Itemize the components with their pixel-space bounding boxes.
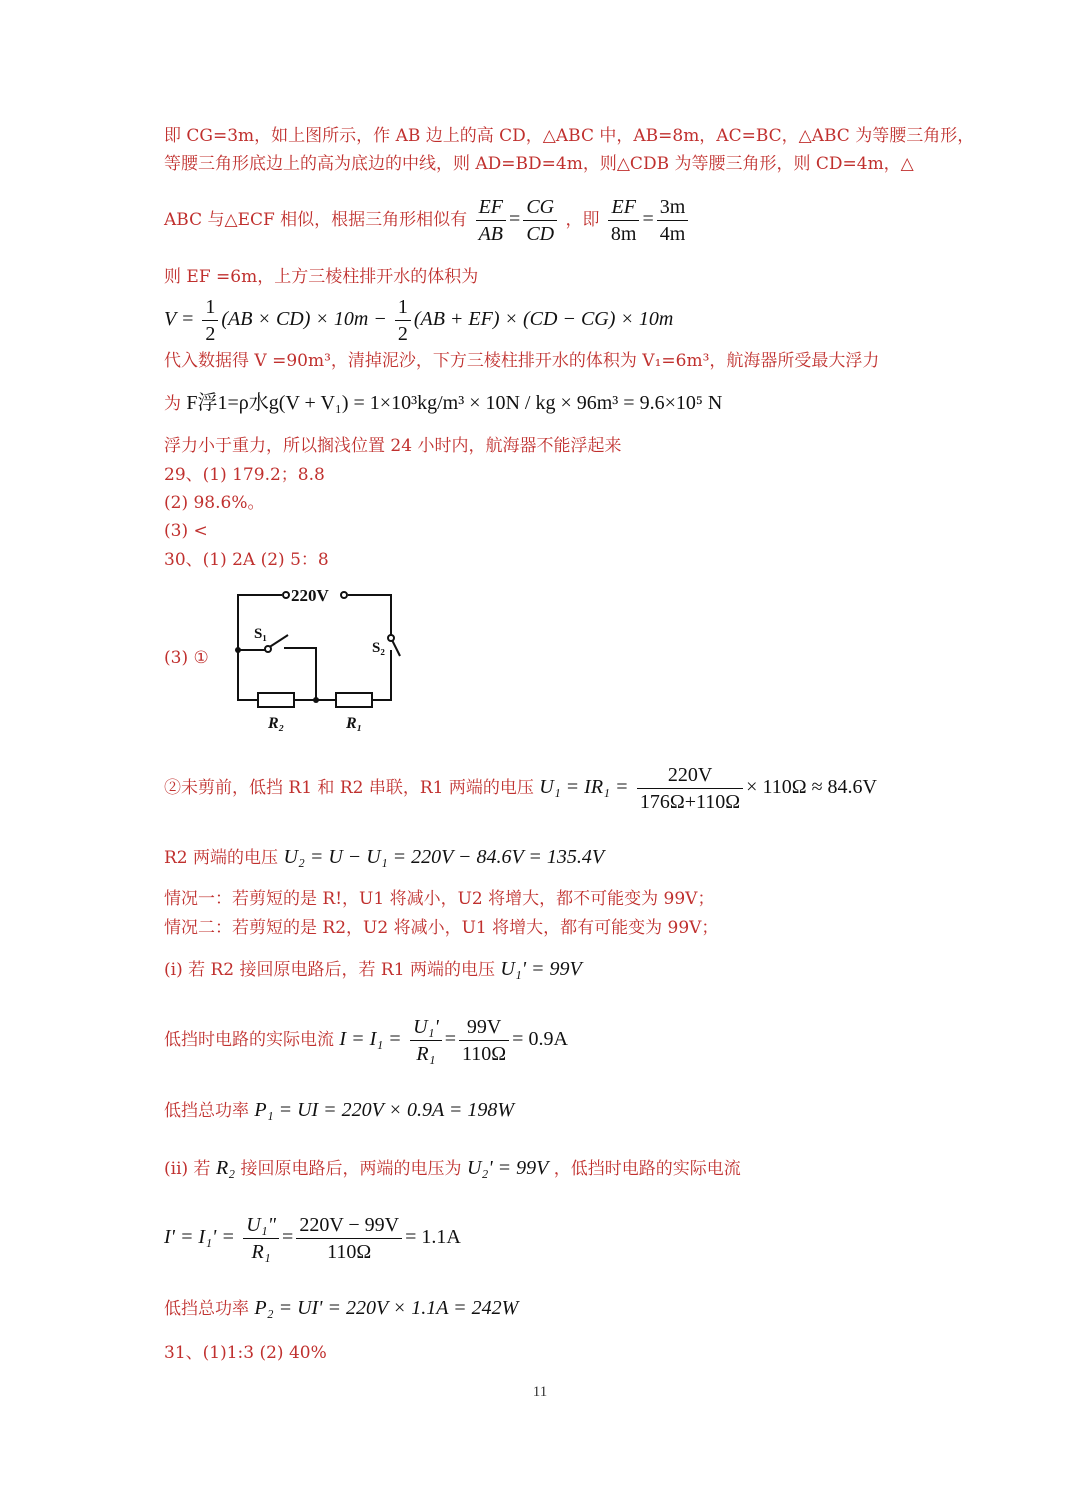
power-p1-formula: P₁ = UI = 220V × 0.9A = 198W <box>254 1099 515 1121</box>
frac-numerator: 1 <box>202 294 218 321</box>
case-1: 情况一：若剪短的是 R!，U1 将减小，U2 将增大，都不可能变为 99V； <box>164 889 715 909</box>
voltage-u2-text: R2 两端的电压 <box>164 848 279 868</box>
power-p2-line <box>164 1295 518 1322</box>
answer-29-2: (2) 98.6%。 <box>164 493 265 513</box>
circuit-diagram <box>232 580 402 735</box>
frac-denominator: 176Ω+110Ω <box>639 791 741 813</box>
case-ii-text-1: (ii) 若 <box>164 1159 211 1179</box>
resistor-r1-label: R₁ <box>346 715 363 732</box>
volume-part-1: (AB × CD) × 10m − <box>221 308 387 330</box>
frac-numerator: EF <box>608 194 640 221</box>
volume-part-2: (AB + EF) × (CD − CG) × 10m <box>413 308 674 330</box>
frac-denominator: 110Ω <box>462 1043 507 1065</box>
similarity-text: ABC 与△ECF 相似，根据三角形相似有 <box>164 210 468 230</box>
text-line-1: 即 CG=3m，如上图所示，作 AB 边上的高 CD，△ABC 中，AB=8m，AC=BC，△ABC 为等腰三角形， <box>164 126 975 146</box>
case-i-text: (i) 若 R2 接回原电路后，若 R1 两端的电压 <box>164 960 495 980</box>
answer-29-3: (3) < <box>164 521 208 541</box>
terminal-right <box>341 592 347 598</box>
text-line-8: 浮力小于重力，所以搁浅位置 24 小时内，航海器不能浮起来 <box>164 436 622 456</box>
frac-numerator: U₁' <box>410 1014 442 1041</box>
fraction-half <box>395 294 411 347</box>
resistor-r2-label: R₂ <box>268 715 285 732</box>
frac-numerator: U₁" <box>243 1212 279 1239</box>
case-i-formula: U₁' = 99V <box>500 958 582 980</box>
current-result: = 0.9A <box>512 1028 568 1050</box>
buoyancy-prefix: 为 <box>164 394 181 414</box>
text-line-4: 则 EF =6m，上方三棱柱排开水的体积为 <box>164 267 479 287</box>
answer-31: 31、(1)1:3 (2) 40% <box>164 1343 327 1363</box>
frac-numerator: CG <box>523 194 557 221</box>
terminal-left <box>283 592 289 598</box>
fraction-121v-110 <box>296 1212 402 1265</box>
junction-node <box>235 647 241 653</box>
switch-s1-blade <box>268 635 288 648</box>
similarity-line <box>164 192 691 247</box>
page-number: 11 <box>532 1384 548 1400</box>
case-ii-r2: R₂ <box>215 1157 236 1179</box>
frac-denominator: 2 <box>205 322 216 345</box>
frac-numerator: 99V <box>459 1014 509 1041</box>
frac-numerator: 3m <box>657 194 689 221</box>
frac-denominator: 4m <box>659 223 686 245</box>
frac-denominator: 2 <box>397 322 408 345</box>
power-p2-formula: P₂ = UI' = 220V × 1.1A = 242W <box>254 1297 519 1319</box>
fraction-half <box>202 294 218 347</box>
current-2-line <box>164 1208 461 1267</box>
fraction-cg-cd <box>523 194 557 247</box>
current-2-lhs: I' = I₁' = <box>164 1226 235 1248</box>
voltage-u2-formula: U₂ = U − U₁ = 220V − 84.6V = 135.4V <box>283 846 605 868</box>
current-2-result: = 1.1A <box>405 1226 461 1248</box>
switch-s2-label: S₂ <box>372 640 385 656</box>
frac-denominator: AB <box>478 223 504 245</box>
circuit-wire <box>348 595 391 640</box>
equals-sign: = <box>282 1226 294 1248</box>
junction-node <box>313 697 319 703</box>
current-text: 低挡时电路的实际电流 <box>164 1030 334 1050</box>
frac-numerator: EF <box>476 194 506 221</box>
case-2: 情况二：若剪短的是 R2，U2 将减小，U1 将增大，都有可能变为 99V； <box>164 918 719 938</box>
fraction-u1 <box>637 762 743 815</box>
resistor-r2 <box>258 693 294 707</box>
switch-s1-label: S₁ <box>254 626 267 642</box>
power-p1-line <box>164 1097 514 1124</box>
volume-lhs: V = <box>164 308 195 330</box>
similarity-mid-text: ，即 <box>565 210 600 230</box>
frac-denominator: 110Ω <box>327 1241 372 1263</box>
equals-sign: = <box>509 208 521 230</box>
power-p1-text: 低挡总功率 <box>164 1101 249 1121</box>
power-p2-text: 低挡总功率 <box>164 1299 249 1319</box>
fraction-u1-r1-b <box>243 1212 279 1265</box>
voltage-u1-lhs: U₁ = IR₁ = <box>539 776 629 798</box>
frac-denominator: 8m <box>610 223 637 245</box>
switch-s1-contact <box>265 646 271 652</box>
frac-denominator: R₁ <box>416 1043 436 1065</box>
fraction-99v-110 <box>459 1014 509 1067</box>
text-line-2: 等腰三角形底边上的高为底边的中线，则 AD=BD=4m，则△CDB 为等腰三角形，则 CD=4m，△ <box>164 154 914 174</box>
switch-s2-contact <box>388 635 394 641</box>
frac-numerator: 220V <box>637 762 743 789</box>
current-lhs: I = I₁ = <box>339 1028 402 1050</box>
volume-formula <box>164 293 673 347</box>
case-ii-line <box>164 1155 741 1182</box>
resistor-r1 <box>336 693 372 707</box>
voltage-u1-rhs: × 110Ω ≈ 84.6V <box>746 776 877 798</box>
frac-numerator: 220V − 99V <box>296 1212 402 1239</box>
fraction-ef-8m <box>608 194 640 247</box>
fraction-ef-ab <box>476 194 506 247</box>
case-ii-formula: U₂' = 99V <box>466 1157 549 1179</box>
fraction-u1-r1 <box>410 1014 442 1067</box>
text-line-6: 代入数据得 V =90m³，清掉泥沙，下方三棱柱排开水的体积为 V₁=6m³，航海器所受最大浮力 <box>164 351 880 371</box>
fraction-3m-4m <box>657 194 689 247</box>
buoyancy-line <box>164 389 722 418</box>
equals-sign: = <box>642 208 654 230</box>
frac-denominator: CD <box>526 223 555 245</box>
equals-sign: = <box>444 1028 457 1050</box>
frac-denominator: R₁ <box>251 1241 271 1263</box>
current-line <box>164 1010 568 1069</box>
answer-30-3: (3) ① <box>164 648 209 668</box>
voltage-u1-text: ②未剪前，低挡 R1 和 R2 串联，R1 两端的电压 <box>164 778 534 798</box>
answer-30-1: 30、(1) 2A (2) 5：8 <box>164 550 329 570</box>
case-i-line <box>164 956 582 983</box>
voltage-u2-line <box>164 844 604 871</box>
voltage-u1-line <box>164 758 877 817</box>
case-ii-text-2: 接回原电路后，两端的电压为 <box>240 1159 462 1179</box>
answer-29-1: 29、(1) 179.2；8.8 <box>164 465 325 485</box>
voltage-label: 220V <box>291 586 329 605</box>
case-ii-text-3: ，低挡时电路的实际电流 <box>553 1159 741 1179</box>
frac-numerator: 1 <box>395 294 411 321</box>
buoyancy-formula: F浮1=ρ水g(V + V₁) = 1×10³kg/m³ × 10N / kg × 96m³ = 9.6×10⁵ N <box>186 392 723 414</box>
